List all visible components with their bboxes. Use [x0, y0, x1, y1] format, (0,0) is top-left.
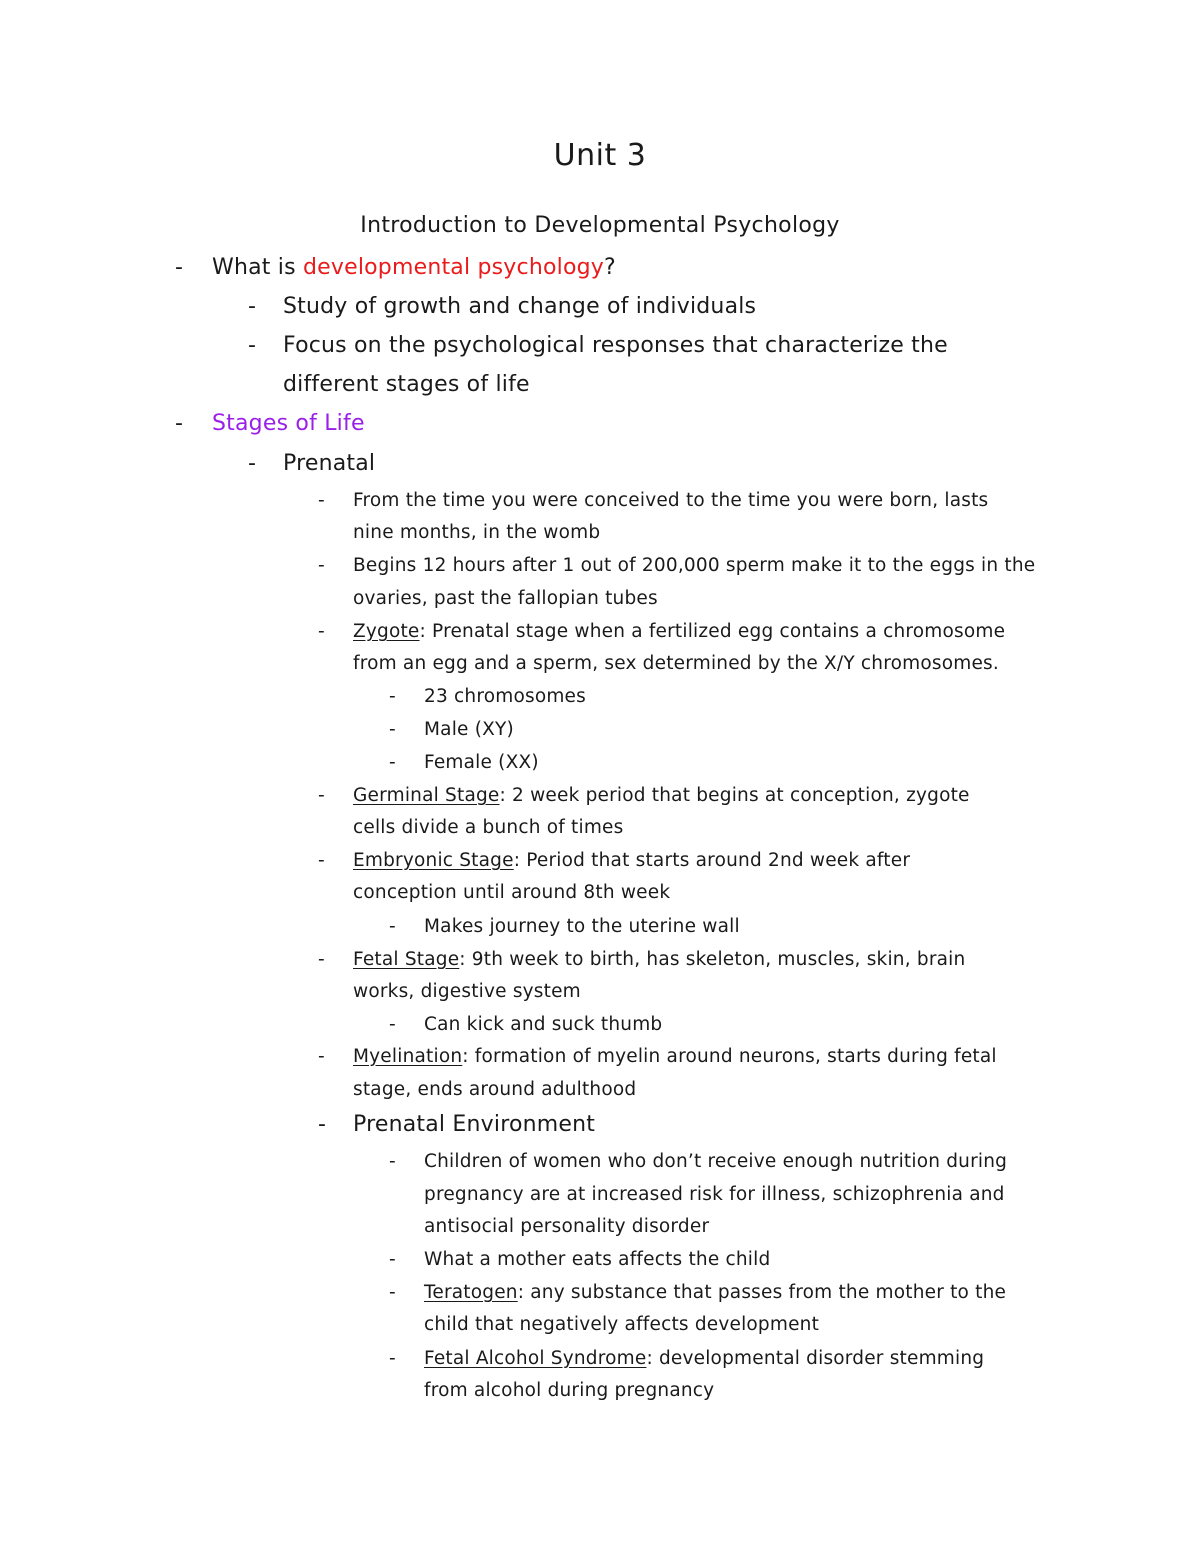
list-item-continuation: works, digestive system	[353, 981, 581, 1002]
list-item: Children of women who don’t receive enough nutrition during	[424, 1151, 1008, 1172]
bullet-dash: -	[389, 916, 396, 937]
bullet-dash: -	[389, 1014, 396, 1035]
list-item-continuation: different stages of life	[283, 372, 530, 397]
bullet-dash: -	[318, 555, 325, 576]
definition-text: : Prenatal stage when a fertilized egg contains a chromosome	[419, 621, 1006, 642]
environment-heading: Prenatal Environment	[353, 1112, 596, 1137]
term-embryonic-stage: Embryonic Stage	[353, 850, 514, 871]
definition-teratogen	[424, 1282, 1006, 1303]
term-teratogen: Teratogen	[424, 1282, 518, 1303]
list-item-continuation: child that negatively affects development	[424, 1314, 820, 1335]
list-item-continuation: conception until around 8th week	[353, 882, 671, 903]
list-item-continuation: from an egg and a sperm, sex determined by the X/Y chromosomes.	[353, 653, 999, 674]
bullet-dash: -	[318, 621, 325, 642]
definition-text: : 9th week to birth, has skeleton, muscles, skin, brain	[459, 949, 966, 970]
bullet-dash: -	[175, 411, 183, 436]
definition-text: : formation of myelin around neurons, starts during fetal	[462, 1046, 997, 1067]
list-item-continuation: pregnancy are at increased risk for illness, schizophrenia and	[424, 1184, 1005, 1205]
list-item: Focus on the psychological responses that characterize the	[283, 333, 948, 358]
question-line	[212, 255, 616, 280]
list-item: What a mother eats affects the child	[424, 1249, 771, 1270]
term-fetal-stage: Fetal Stage	[353, 949, 460, 970]
bullet-dash: -	[389, 1151, 396, 1172]
bullet-dash: -	[318, 1112, 326, 1137]
bullet-dash: -	[318, 785, 325, 806]
definition-embryonic	[353, 850, 910, 871]
list-item: Begins 12 hours after 1 out of 200,000 sperm make it to the eggs in the	[353, 555, 1036, 576]
question-suffix: ?	[604, 255, 616, 280]
definition-text: : 2 week period that begins at conception, zygote	[499, 785, 970, 806]
term-fetal-alcohol-syndrome: Fetal Alcohol Syndrome	[424, 1348, 647, 1369]
list-item-continuation: ovaries, past the fallopian tubes	[353, 588, 658, 609]
bullet-dash: -	[389, 752, 396, 773]
bullet-dash: -	[389, 719, 396, 740]
sub-item: Male (XY)	[424, 719, 514, 740]
list-item: Study of growth and change of individuals	[283, 294, 757, 319]
term-germinal-stage: Germinal Stage	[353, 785, 500, 806]
list-item-continuation: from alcohol during pregnancy	[424, 1380, 715, 1401]
sub-item: Makes journey to the uterine wall	[424, 916, 740, 937]
bullet-dash: -	[318, 949, 325, 970]
list-item-continuation: nine months, in the womb	[353, 522, 601, 543]
bullet-dash: -	[175, 255, 183, 280]
list-item: From the time you were conceived to the time you were born, lasts	[353, 490, 989, 511]
bullet-dash: -	[389, 1249, 396, 1270]
term-myelination: Myelination	[353, 1046, 463, 1067]
highlighted-term: developmental psychology	[302, 255, 604, 280]
bullet-dash: -	[318, 490, 325, 511]
list-item-continuation: stage, ends around adulthood	[353, 1079, 637, 1100]
bullet-dash: -	[389, 1282, 396, 1303]
sub-item: Can kick and suck thumb	[424, 1014, 663, 1035]
definition-fetal	[353, 949, 965, 970]
sub-item: 23 chromosomes	[424, 686, 586, 707]
page-title: Unit 3	[553, 138, 647, 173]
bullet-dash: -	[248, 451, 256, 476]
sub-item: Female (XX)	[424, 752, 539, 773]
bullet-dash: -	[248, 333, 256, 358]
definition-fas	[424, 1348, 984, 1369]
definition-germinal	[353, 785, 970, 806]
bullet-dash: -	[389, 1348, 396, 1369]
bullet-dash: -	[389, 686, 396, 707]
definition-text: : developmental disorder stemming	[646, 1348, 985, 1369]
question-prefix: What is	[212, 255, 303, 280]
bullet-dash: -	[318, 1046, 325, 1067]
bullet-dash: -	[248, 294, 256, 319]
definition-zygote	[353, 621, 1005, 642]
term-zygote: Zygote	[353, 621, 420, 642]
list-item-continuation: cells divide a bunch of times	[353, 817, 624, 838]
prenatal-heading: Prenatal	[283, 451, 376, 476]
definition-text: : any substance that passes from the mother to the	[517, 1282, 1007, 1303]
definition-text: : Period that starts around 2nd week after	[513, 850, 911, 871]
bullet-dash: -	[318, 850, 325, 871]
stages-heading: Stages of Life	[212, 411, 365, 436]
section-subtitle: Introduction to Developmental Psychology	[360, 213, 840, 238]
definition-myelination	[353, 1046, 997, 1067]
list-item-continuation: antisocial personality disorder	[424, 1216, 710, 1237]
